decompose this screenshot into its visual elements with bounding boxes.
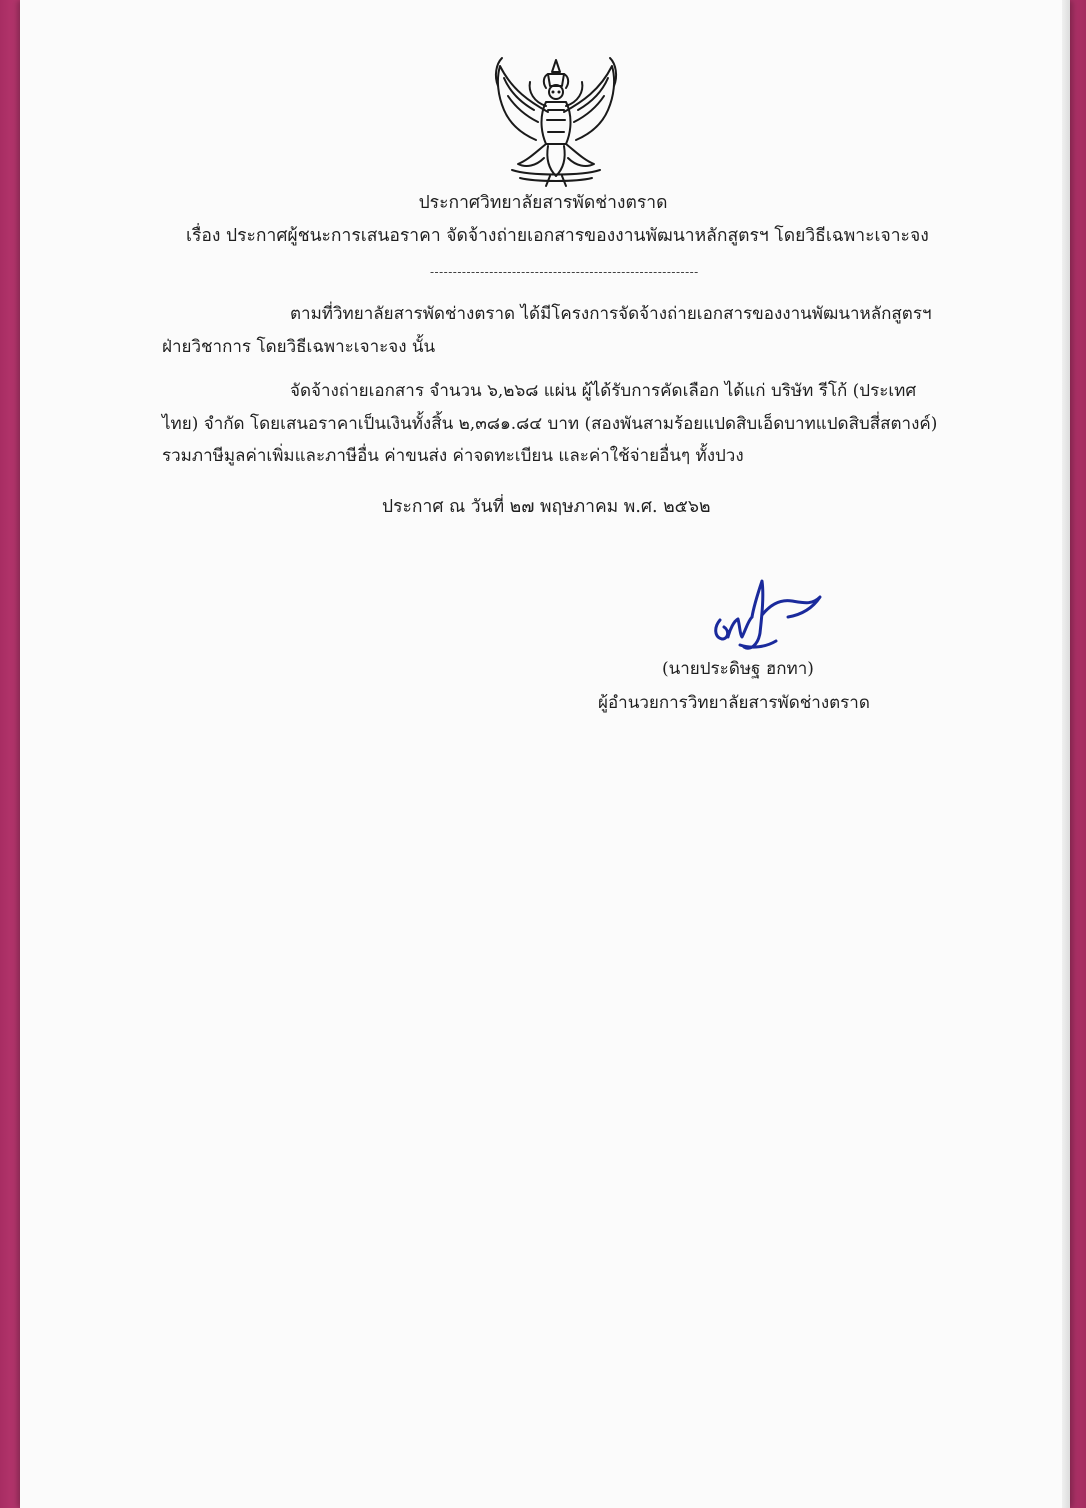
announcement-date: ประกาศ ณ วันที่ ๒๗ พฤษภาคม พ.ศ. ๒๕๖๒ [382,497,711,517]
announcement-subject: เรื่อง ประกาศผู้ชนะการเสนอราคา จัดจ้างถ่ายเอกสารของงานพัฒนาหลักสูตรฯ โดยวิธีเฉพาะเจาะจง [186,226,929,246]
paragraph2-line2: ไทย) จำกัด โดยเสนอราคาเป็นเงินทั้งสิ้น ๒,๓๘๑.๘๔ บาท (สองพันสามร้อยแปดสิบเอ็ดบาทแปดสิบสี่สตางค์) [162,414,938,434]
garuda-emblem-icon [490,52,622,188]
handwritten-signature [700,575,830,660]
paragraph1-line2: ฝ่ายวิชาการ โดยวิธีเฉพาะเจาะจง นั้น [162,337,436,357]
announcement-heading: ประกาศวิทยาลัยสารพัดช่างตราด [418,193,668,213]
paragraph1-line1: ตามที่วิทยาลัยสารพัดช่างตราด ได้มีโครงการจัดจ้างถ่ายเอกสารของงานพัฒนาหลักสูตรฯ [290,304,932,324]
signatory-name: (นายประดิษฐ ฮกทา) [662,659,814,679]
paper-edge [1062,0,1070,1508]
signatory-position: ผู้อำนวยการวิทยาลัยสารพัดช่างตราด [598,693,870,713]
paragraph2-line1: จัดจ้างถ่ายเอกสาร จำนวน ๖,๒๖๘ แผ่น ผู้ได้รับการคัดเลือก ได้แก่ บริษัท รีโก้ (ประเทศ [290,381,917,401]
divider-line: ----------------------------------------------------------- [430,265,699,279]
paragraph2-line3: รวมภาษีมูลค่าเพิ่มและภาษีอื่น ค่าขนส่ง ค่าจดทะเบียน และค่าใช้จ่ายอื่นๆ ทั้งปวง [162,446,744,466]
